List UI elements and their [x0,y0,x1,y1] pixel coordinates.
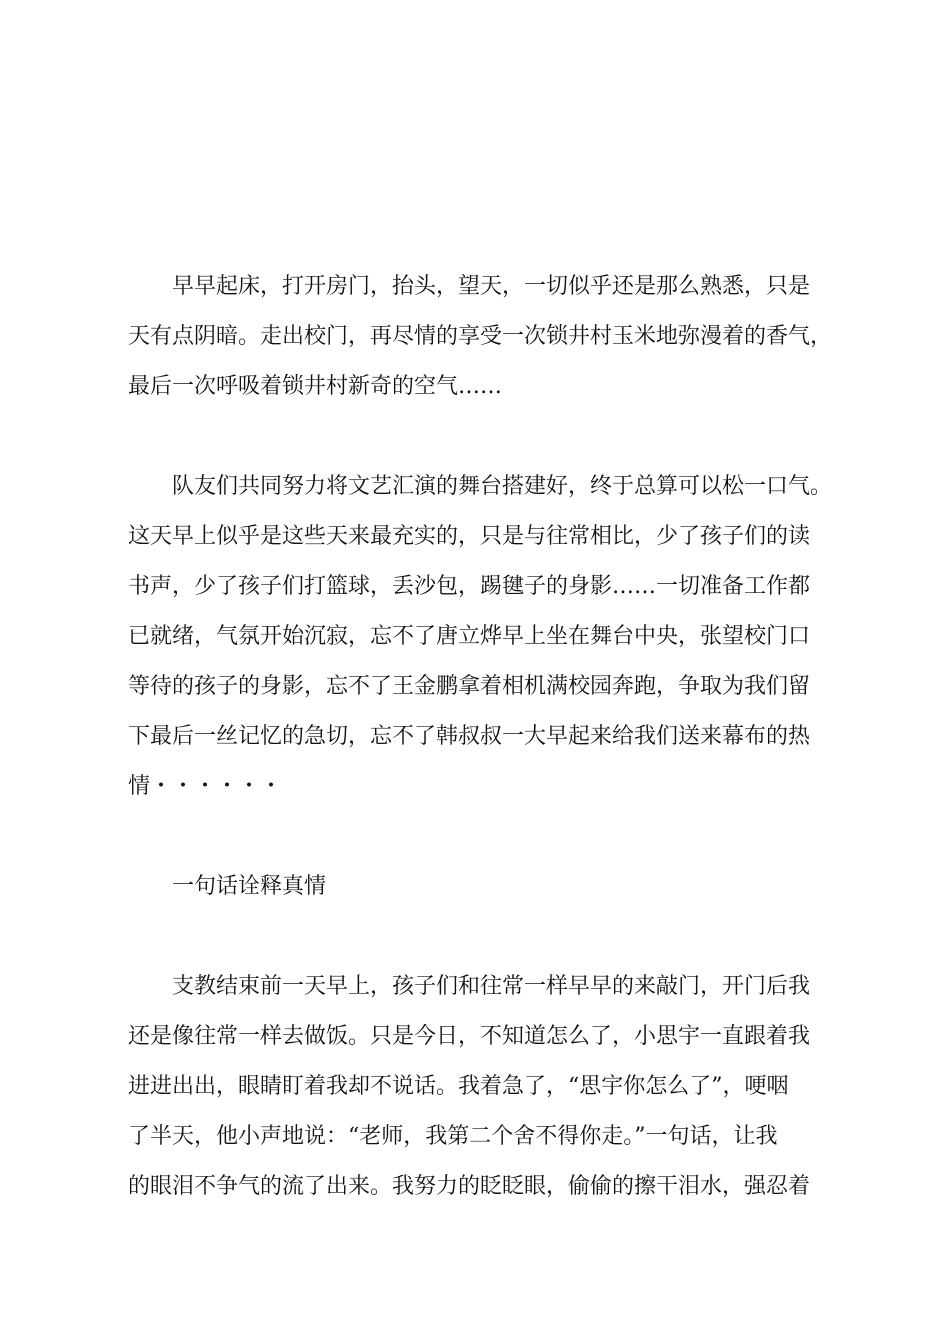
heading-line: 一句话诠释真情 [172,874,327,899]
paragraph-line: 已就绪，气氛开始沉寂，忘不了唐立烨早上坐在舞台中央，张望校门口 [128,624,811,649]
paragraph-line: 进进出出，眼睛盯着我却不说话。我着急了，“思宇你怎么了”，哽咽 [128,1074,789,1099]
paragraph-line: 天有点阴暗。走出校门，再尽情的享受一次锁井村玉米地弥漫着的香气， [128,324,833,349]
paragraph-line: 下最后一丝记忆的急切，忘不了韩叔叔一大早起来给我们送来幕布的热 [128,724,811,749]
paragraph-line: 还是像往常一样去做饭。只是今日，不知道怎么了，小思宇一直跟着我 [128,1024,811,1049]
paragraph-line: 了半天，他小声地说：“老师，我第二个舍不得你走。”一句话，让我 [128,1124,778,1149]
paragraph-line: 早早起床，打开房门，抬头，望天，一切似乎还是那么熟悉，只是 [172,274,811,299]
paragraph-line: 支教结束前一天早上，孩子们和往常一样早早的来敲门，开门后我 [172,974,811,999]
paragraph-line: 这天早上似乎是这些天来最充实的，只是与往常相比，少了孩子们的读 [128,524,811,549]
paragraph-line: 情・・・・・・ [128,774,283,799]
paragraph-line: 等待的孩子的身影，忘不了王金鹏拿着相机满校园奔跑，争取为我们留 [128,674,811,699]
paragraph-line: 最后一次呼吸着锁井村新奇的空气…… [128,374,503,399]
paragraph-line: 书声，少了孩子们打篮球，丢沙包，踢毽子的身影……一切准备工作都 [128,574,811,599]
paragraph-line: 的眼泪不争气的流了出来。我努力的眨眨眼，偷偷的擦干泪水，强忍着 [128,1174,811,1199]
paragraph-line: 队友们共同努力将文艺汇演的舞台搭建好，终于总算可以松一口气。 [172,474,833,499]
